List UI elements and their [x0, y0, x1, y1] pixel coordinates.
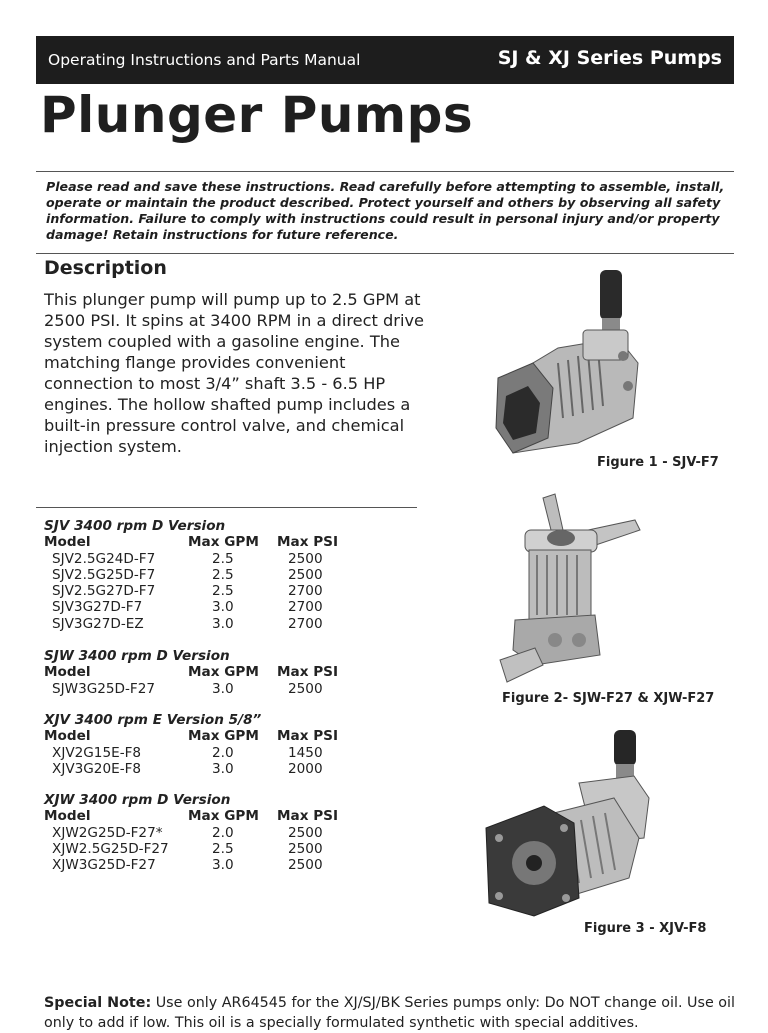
pump-image-sjv-f7	[488, 268, 648, 458]
model-table-sjv	[44, 518, 339, 632]
table-title: SJW 3400 rpm D Version	[44, 648, 230, 664]
table-row	[44, 840, 323, 857]
gpm-cell: 2.0	[212, 744, 234, 761]
psi-cell: 2500	[288, 824, 323, 841]
description-heading: Description	[44, 257, 167, 279]
series-name: SJ & XJ Series Pumps	[497, 47, 722, 69]
psi-cell: 2500	[288, 857, 323, 874]
model-cell: SJV3G27D-EZ	[52, 615, 144, 632]
col-header-gpm: Max GPM	[188, 534, 259, 551]
model-cell: SJV3G27D-F7	[52, 599, 143, 616]
gpm-cell: 2.5	[212, 840, 234, 857]
gpm-cell: 3.0	[212, 760, 234, 777]
divider	[36, 507, 417, 508]
model-cell: XJW2.5G25D-F27	[52, 840, 169, 857]
table-row	[44, 680, 323, 697]
psi-cell: 2500	[288, 680, 323, 697]
gpm-cell: 2.5	[212, 550, 234, 567]
psi-cell: 2000	[288, 760, 323, 777]
figure-caption: Figure 2- SJW-F27 & XJW-F27	[502, 691, 715, 706]
psi-cell: 2700	[288, 599, 323, 616]
gpm-cell: 2.5	[212, 566, 234, 583]
safety-warning: Please read and save these instructions. Read carefully before attempting to assemble, install, operate or maintain the product described. Protect yourself and others by observing all safety information. Failure to comply with instructions could result in personal injury and/or property damage! Retain instructions for future reference.	[46, 179, 725, 242]
model-cell: SJV2.5G27D-F7	[52, 583, 156, 600]
col-header-psi: Max PSI	[277, 808, 339, 825]
table-row	[44, 583, 323, 600]
gpm-cell: 3.0	[212, 680, 234, 697]
table-row	[44, 824, 323, 841]
gpm-cell: 2.0	[212, 824, 234, 841]
col-header-model: Model	[44, 664, 91, 681]
psi-cell: 2500	[288, 840, 323, 857]
model-table-xjw	[44, 792, 339, 874]
psi-cell: 1450	[288, 744, 323, 761]
model-cell: XJW2G25D-F27*	[52, 824, 163, 841]
gpm-cell: 2.5	[212, 583, 234, 600]
header-banner	[36, 36, 734, 84]
gpm-cell: 3.0	[212, 599, 234, 616]
table-header-row	[44, 808, 339, 825]
table-title: XJW 3400 rpm D Version	[44, 792, 231, 808]
divider	[36, 171, 734, 172]
model-cell: XJV3G20E-F8	[52, 760, 142, 777]
table-header-row	[44, 728, 339, 745]
col-header-model: Model	[44, 534, 91, 551]
table-row	[44, 550, 323, 567]
table-row	[44, 566, 323, 583]
page-title: Plunger Pumps	[40, 86, 474, 144]
col-header-psi: Max PSI	[277, 728, 339, 745]
special-note-text: Use only AR64545 for the XJ/SJ/BK Series pumps only: Do NOT change oil. Use oil only to add if low. This oil is a specially formulated synthetic with special additives.	[44, 995, 735, 1031]
col-header-model: Model	[44, 808, 91, 825]
col-header-psi: Max PSI	[277, 664, 339, 681]
model-cell: XJV2G15E-F8	[52, 744, 142, 761]
psi-cell: 2500	[288, 550, 323, 567]
model-cell: XJW3G25D-F27	[52, 857, 156, 874]
table-header-row	[44, 664, 339, 681]
pump-image-sjw-f27	[495, 490, 645, 685]
psi-cell: 2700	[288, 583, 323, 600]
gpm-cell: 3.0	[212, 857, 234, 874]
col-header-model: Model	[44, 728, 91, 745]
col-header-psi: Max PSI	[277, 534, 339, 551]
table-row	[44, 857, 323, 874]
table-row	[44, 744, 323, 761]
model-cell: SJW3G25D-F27	[52, 680, 156, 697]
description-body: This plunger pump will pump up to 2.5 GPM at 2500 PSI. It spins at 3400 RPM in a direct drive system coupled with a gasoline engine. The matching flange provides convenient connection to most 3/4” shaft 3.5 - 6.5 HP engines. The hollow shafted pump includes a built-in pressure control valve, and chemical injection system.	[44, 290, 424, 456]
figure-caption: Figure 1 - SJV-F7	[597, 455, 719, 470]
model-table-sjw	[44, 648, 339, 697]
figure-caption: Figure 3 - XJV-F8	[584, 921, 707, 936]
divider	[36, 253, 734, 254]
col-header-gpm: Max GPM	[188, 728, 259, 745]
manual-type: Operating Instructions and Parts Manual	[48, 51, 361, 69]
table-title: XJV 3400 rpm E Version 5/8”	[44, 712, 262, 728]
special-note-label: Special Note:	[44, 995, 152, 1011]
table-title: SJV 3400 rpm D Version	[44, 518, 226, 534]
col-header-gpm: Max GPM	[188, 664, 259, 681]
gpm-cell: 3.0	[212, 615, 234, 632]
psi-cell: 2700	[288, 615, 323, 632]
table-row	[44, 760, 323, 777]
table-header-row	[44, 534, 339, 551]
model-table-xjv	[44, 712, 339, 777]
model-cell: SJV2.5G25D-F7	[52, 566, 156, 583]
pump-image-xjv-f8	[484, 728, 654, 918]
model-cell: SJV2.5G24D-F7	[52, 550, 156, 567]
psi-cell: 2500	[288, 566, 323, 583]
table-row	[44, 615, 323, 632]
special-note	[44, 993, 744, 1033]
table-row	[44, 599, 323, 616]
col-header-gpm: Max GPM	[188, 808, 259, 825]
